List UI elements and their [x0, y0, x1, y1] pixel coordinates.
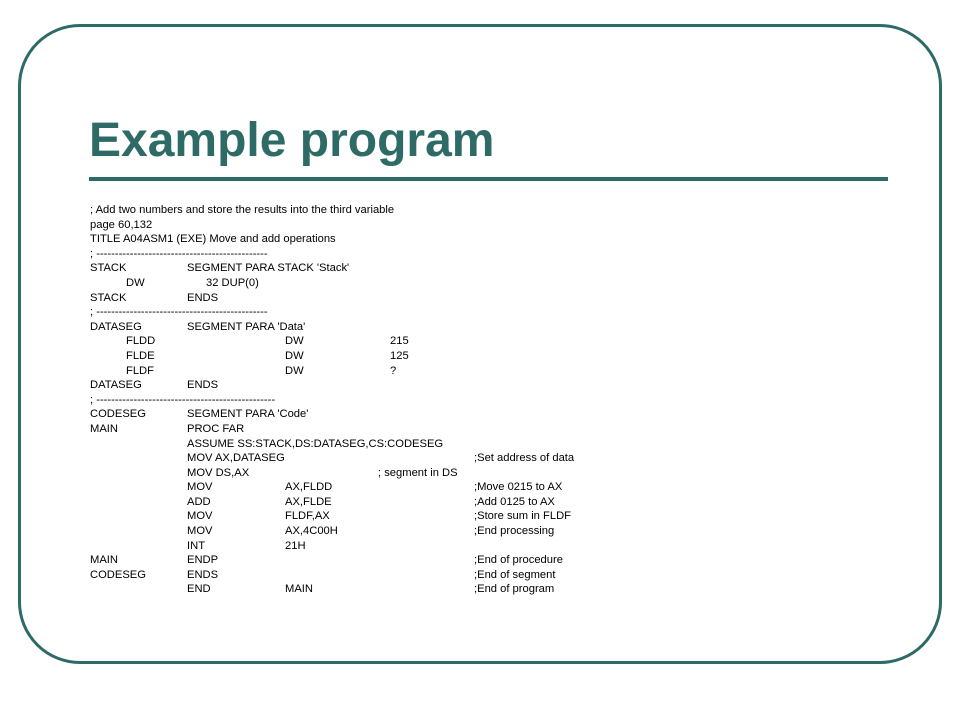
code-label: STACK — [90, 291, 127, 304]
code-comment: ;Add 0125 to AX — [474, 495, 555, 508]
code-field: MOV DS,AX — [187, 466, 250, 479]
code-field: 21H — [285, 539, 306, 552]
code-line-text: TITLE A04ASM1 (EXE) Move and add operations — [90, 233, 336, 246]
code-comment: ;End of procedure — [474, 554, 563, 567]
code-field: SEGMENT PARA STACK 'Stack' — [187, 262, 350, 275]
code-field: 125 — [390, 349, 409, 362]
code-comment: ;End processing — [474, 525, 555, 538]
code-field: DW — [285, 349, 304, 362]
code-field: DW — [285, 364, 304, 377]
code-field: ENDP — [187, 554, 219, 567]
code-field: ENDS — [187, 568, 219, 581]
code-field: AX,FLDE — [285, 495, 332, 508]
code-field: FLDF,AX — [285, 510, 330, 523]
code-field: MAIN — [285, 583, 313, 596]
title-underline — [89, 177, 888, 181]
code-field: 32 DUP(0) — [206, 276, 259, 289]
code-label: DATASEG — [90, 320, 142, 333]
code-label: MAIN — [90, 422, 118, 435]
code-field: ENDS — [187, 291, 219, 304]
code-line-text: ; ---------------------------------------------- — [90, 306, 268, 319]
code-line-text: ; ------------------------------------------------ — [90, 393, 276, 406]
code-field: MOV — [187, 525, 213, 538]
code-label: MAIN — [90, 554, 118, 567]
code-field: AX,FLDD — [285, 481, 333, 494]
code-field: MOV AX,DATASEG — [187, 452, 285, 465]
code-field: MOV — [187, 481, 213, 494]
code-field: ? — [390, 364, 397, 377]
code-field: DW — [285, 335, 304, 348]
code-field: MOV — [187, 510, 213, 523]
code-label: CODESEG — [90, 568, 146, 581]
code-field: FLDD — [126, 335, 156, 348]
code-field: END — [187, 583, 211, 596]
code-field: SEGMENT PARA 'Code' — [187, 408, 309, 421]
code-field: 215 — [390, 335, 409, 348]
code-field: ADD — [187, 495, 211, 508]
code-comment: ;Move 0215 to AX — [474, 481, 563, 494]
code-field: ASSUME SS:STACK,DS:DATASEG,CS:CODESEG — [187, 437, 444, 450]
code-line-text: page 60,132 — [90, 218, 153, 231]
code-comment: ;Set address of data — [474, 452, 575, 465]
code-line-text: ; ---------------------------------------------- — [90, 247, 268, 260]
slide-title: Example program — [89, 114, 495, 167]
code-field: FLDF — [126, 364, 154, 377]
code-field: ; segment in DS — [378, 466, 458, 479]
code-field: AX,4C00H — [285, 525, 338, 538]
code-field: PROC FAR — [187, 422, 245, 435]
code-comment: ;End of program — [474, 583, 555, 596]
code-line-text: ; Add two numbers and store the results into the third variable — [90, 204, 395, 216]
code-field: ENDS — [187, 379, 219, 392]
code-comment: ;End of segment — [474, 568, 556, 581]
code-field: SEGMENT PARA 'Data' — [187, 320, 306, 333]
code-comment: ;Store sum in FLDF — [474, 510, 571, 523]
code-label: DATASEG — [90, 379, 142, 392]
code-field: INT — [187, 539, 206, 552]
code-field: FLDE — [126, 349, 155, 362]
code-label: STACK — [90, 262, 127, 275]
code-field: DW — [126, 276, 145, 289]
code-label: CODESEG — [90, 408, 146, 421]
